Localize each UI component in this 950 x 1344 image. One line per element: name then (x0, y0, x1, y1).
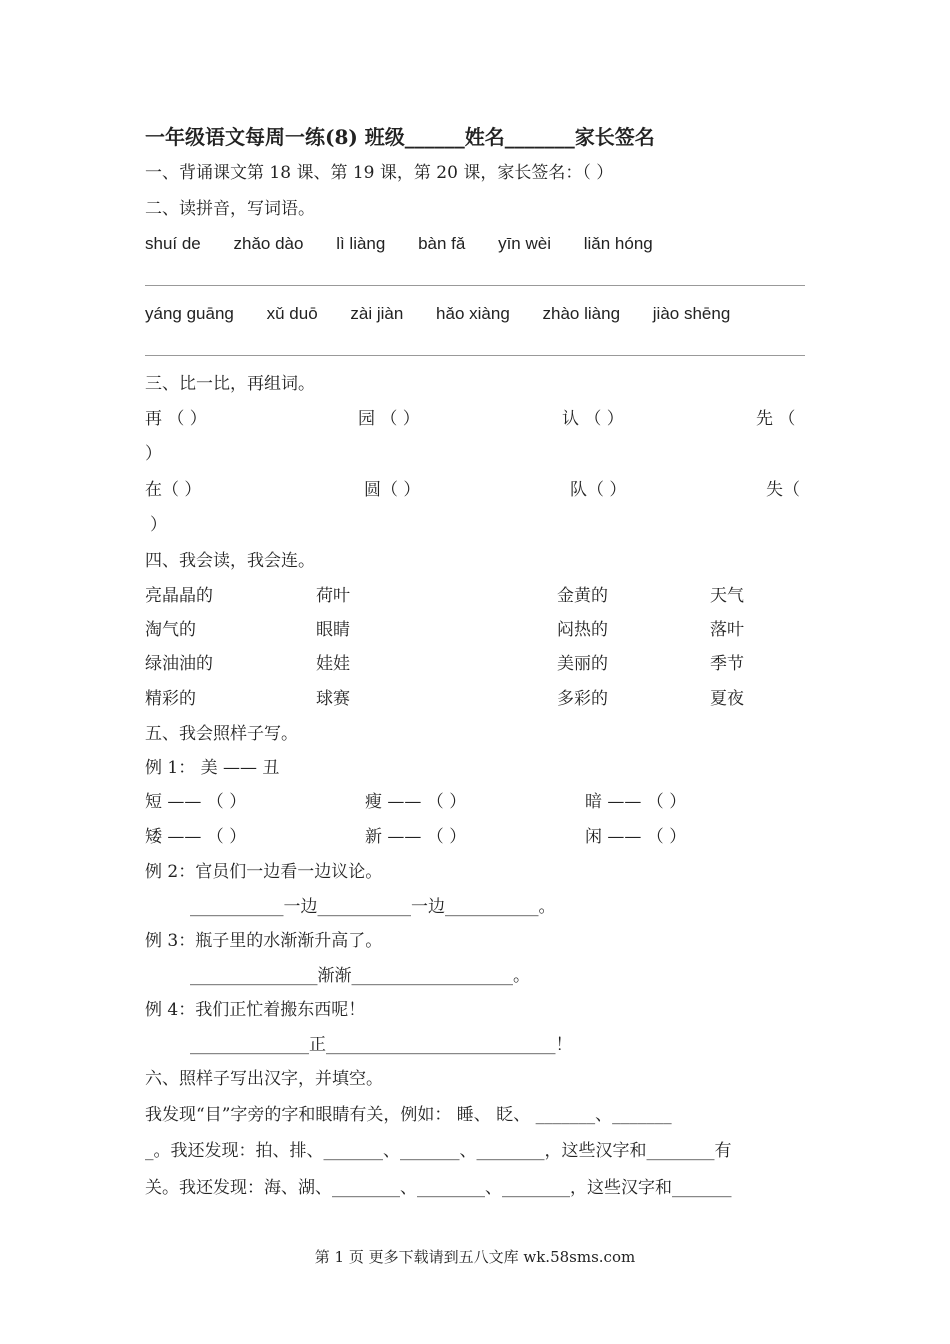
match-word: 美丽的 (557, 654, 608, 674)
writing-line (145, 355, 805, 356)
section-6-para-1: 我发现“目”字旁的字和眼睛有关，例如： 睡、 眨、 _______、_______ (145, 1105, 672, 1125)
compare-item: 园 （ ） (358, 409, 420, 429)
match-word: 淘气的 (145, 620, 196, 640)
antonym-item: 新 —— （ ） (365, 827, 467, 847)
match-word: 闷热的 (557, 620, 608, 640)
antonym-item: 短 —— （ ） (145, 792, 247, 812)
pinyin-item: yīn wèi (498, 234, 551, 253)
pinyin-item: hǎo xiàng (436, 304, 510, 323)
pinyin-item: zài jiàn (350, 304, 404, 323)
pinyin-item: xǔ duō (266, 304, 318, 323)
compare-item: 失（ (766, 480, 800, 500)
antonym-item: 暗 —— （ ） (585, 792, 687, 812)
example-3-fill: _______________渐渐___________________。 (190, 966, 530, 986)
section-2-heading: 二、读拼音，写词语。 (145, 199, 315, 219)
match-word: 球赛 (316, 689, 350, 709)
example-3: 例 3：瓶子里的水渐渐升高了。 (145, 931, 383, 951)
antonym-item: 瘦 —— （ ） (365, 792, 467, 812)
section-4-heading: 四、我会读，我会连。 (145, 551, 315, 571)
compare-item: 认 （ ） (562, 409, 624, 429)
compare-item: 队（ ） (570, 480, 627, 500)
compare-item: 再 （ ） (145, 409, 207, 429)
pinyin-row-2 (145, 303, 758, 325)
example-2-fill: ___________一边___________一边___________。 (190, 897, 556, 917)
compare-item: 圆（ ） (364, 480, 421, 500)
match-word: 眼睛 (316, 620, 350, 640)
compare-item: 先 （ (756, 409, 796, 429)
pinyin-item: liǎn hóng (583, 234, 653, 253)
example-1: 例 1： 美 —— 丑 (145, 758, 280, 778)
pinyin-row-1 (145, 233, 681, 255)
pinyin-item: zhào liàng (542, 304, 621, 323)
match-word: 金黄的 (557, 586, 608, 606)
compare-wrap: ） (150, 515, 167, 535)
section-6-para-3: 关。我还发现：海、湖、________、________、________，这些汉字和_______ (145, 1178, 732, 1198)
match-word: 精彩的 (145, 689, 196, 709)
example-4: 例 4：我们正忙着搬东西呢！ (145, 1000, 366, 1020)
match-word: 荷叶 (316, 586, 350, 606)
match-word: 夏夜 (710, 689, 744, 709)
match-word: 天气 (710, 586, 744, 606)
page-footer: 第 1 页 更多下载请到五八文库 wk.58sms.com (314, 1248, 636, 1266)
section-6-para-2: _。我还发现：拍、排、_______、_______、________，这些汉字和________有 (145, 1141, 732, 1161)
section-6-heading: 六、照样子写出汉字，并填空。 (145, 1069, 383, 1089)
match-word: 绿油油的 (145, 654, 213, 674)
page-title: 一年级语文每周一练(8) 班级______姓名_______家长签名 (145, 125, 655, 149)
match-word: 落叶 (710, 620, 744, 640)
match-word: 季节 (710, 654, 744, 674)
pinyin-item: shuí de (145, 234, 201, 253)
compare-item: 在（ ） (145, 480, 202, 500)
pinyin-item: zhǎo dào (233, 234, 304, 253)
section-1-line: 一、背诵课文第 18 课、第 19 课，第 20 课，家长签名：（ ） (145, 163, 614, 183)
section-3-heading: 三、比一比，再组词。 (145, 374, 315, 394)
section-5-heading: 五、我会照样子写。 (145, 724, 298, 744)
example-2: 例 2：官员们一边看一边议论。 (145, 862, 383, 882)
match-word: 娃娃 (316, 654, 350, 674)
writing-line (145, 285, 805, 286)
pinyin-item: bàn fǎ (418, 234, 466, 253)
pinyin-item: lì liàng (336, 234, 386, 253)
example-4-fill: ______________正___________________________！ (190, 1035, 573, 1055)
pinyin-item: yáng guāng (145, 304, 234, 323)
compare-wrap: ） (145, 444, 162, 464)
antonym-item: 闲 —— （ ） (585, 827, 687, 847)
match-word: 亮晶晶的 (145, 586, 213, 606)
match-word: 多彩的 (557, 689, 608, 709)
antonym-item: 矮 —— （ ） (145, 827, 247, 847)
pinyin-item: jiào shēng (652, 304, 731, 323)
